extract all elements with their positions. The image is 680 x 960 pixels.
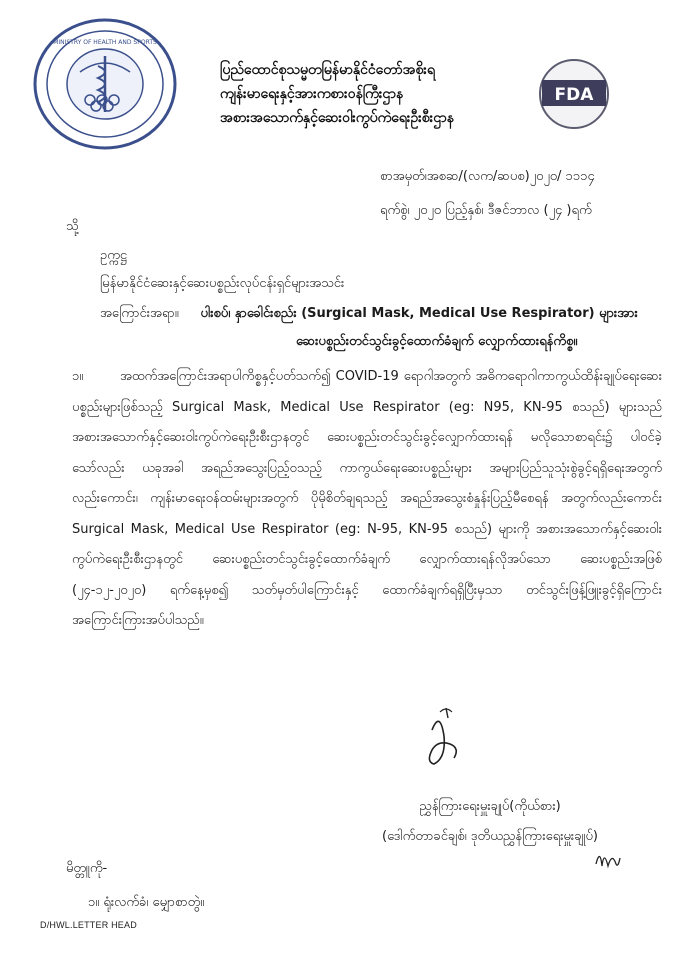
initials-mark [592, 840, 624, 874]
fda-logo-text: FDA [554, 85, 594, 105]
subject-label: အကြောင်းအရာ။ [100, 306, 179, 321]
recipient-title: ဥက္ကဋ္ဌ [100, 248, 127, 263]
subject-line-1: ပါးစပ်၊ နှာခေါင်းစည်း (Surgical Mask, Medical Use Respirator) များအား [200, 306, 638, 321]
letter-body [72, 362, 662, 637]
copy-to-item: ၁။ ရုံးလက်ခံ၊ မျှောစာတွဲ။ [88, 895, 205, 910]
reference-number: စာအမှတ်၊အစဆ/(လက/ဆပစ)၂၀၂၀/ ၁၁၁၄ [380, 169, 595, 184]
paragraph-number: ၁။ [72, 369, 84, 384]
recipient-organization: မြန်မာနိုင်ငံဆေးနှင့်ဆေးပစ္စည်းလုပ်ငန်းရှင်များအသင်း [100, 276, 345, 291]
ministry-seal-logo [30, 14, 180, 154]
paragraph-text: အထက်အကြောင်းအရာပါကိစ္စနှင့်ပတ်သက်၍ COVID-19 ရောဂါအတွက် အဓိကရောဂါကာကွယ်ထိန်းချုပ်ရေးဆေးပစ္စည်းများဖြစ်သည့် Surgical Mask, Medical Use Respirator (eg: N95, KN-95 စသည်) များသည် အစားအသောက်နှင့်ဆေးဝါးကွပ်ကဲရေးဦးစီးဌာနတွင် ဆေးပစ္စည်းတင်သွင်းခွင့်လျှောက်ထားရန် မလိုသောစာရင်း၌ ပါဝင်ခဲ့သော်လည်း ယခုအခါ အရည်အသွေးပြည့်ဝသည့် ကာကွယ်ရေးဆေးပစ္စည်းများ အများပြည်သူသုံးစွဲခွင့်ရရှိရေးအတွက်လည်းကောင်း၊ ကျန်းမာရေးဝန်ထမ်းများအတွက် ပိုမိုစိတ်ချရသည့် အရည်အသွေးစံနှုန်းပြည့်မီစေရန် အတွက်လည်းကောင်း Surgical Mask, Medical Use Respirator (eg: N-95, KN-95 စသည်) များကို အစားအသောက်နှင့်ဆေးဝါးကွပ်ကဲရေးဦးစီးဌာနတွင် ဆေးပစ္စည်းတင်သွင်းခွင့်ထောက်ခံချက် လျှောက်ထားရန်လိုအပ်သော ဆေးပစ္စည်းအဖြစ် (၂၄-၁၂-၂၀၂၀) ရက်နေ့မှစ၍ သတ်မှတ်ပါကြောင်းနှင့် ထောက်ခံချက်ရရှိပြီးမှသာ တင်သွင်းဖြန့်ဖြူးခွင့်ရှိကြောင်း အကြောင်းကြားအပ်ပါသည်။ [72, 369, 662, 628]
signature-image [410, 700, 480, 780]
signer-name: (ဒေါက်တာခင်ချစ်၊ ဒုတိယညွှန်ကြားရေးမှူးချုပ်) [382, 829, 598, 844]
to-label: သို့ [66, 219, 79, 234]
signer-title: ညွှန်ကြားရေးမှူးချုပ်(ကိုယ်စား) [419, 799, 561, 814]
fda-logo [538, 58, 610, 130]
seal-left-text: MINISTRY OF HEALTH AND SPORTS [53, 39, 157, 46]
letterhead-line-3: အစားအသောက်နှင့်ဆေးဝါးကွပ်ကဲရေးဦးစီးဌာန [220, 110, 455, 126]
subject-line-2: ဆေးပစ္စည်းတင်သွင်းခွင့်ထောက်ခံချက် လျှောက်ထားရန်ကိစ္စ။ [296, 334, 578, 349]
subject-block [100, 300, 660, 356]
letterhead [220, 58, 520, 130]
letterhead-line-2: ကျန်းမာရေးနှင့်အားကစားဝန်ကြီးဌာန [220, 86, 404, 102]
recipient-block [100, 242, 344, 298]
letterhead-line-1: ပြည်ထောင်စုသမ္မတမြန်မာနိုင်ငံတော်အစိုးရ [220, 62, 435, 78]
copy-to-block [66, 852, 204, 920]
footer-code: D/HWL.LETTER HEAD [40, 920, 137, 930]
reference-date: ရက်စွဲ၊ ၂၀၂၀ ပြည့်နှစ်၊ ဒီဇင်ဘာလ (၂၄ )ရက် [380, 203, 592, 218]
copy-to-label: မိတ္တူကို- [66, 861, 108, 876]
reference-block [380, 160, 660, 228]
